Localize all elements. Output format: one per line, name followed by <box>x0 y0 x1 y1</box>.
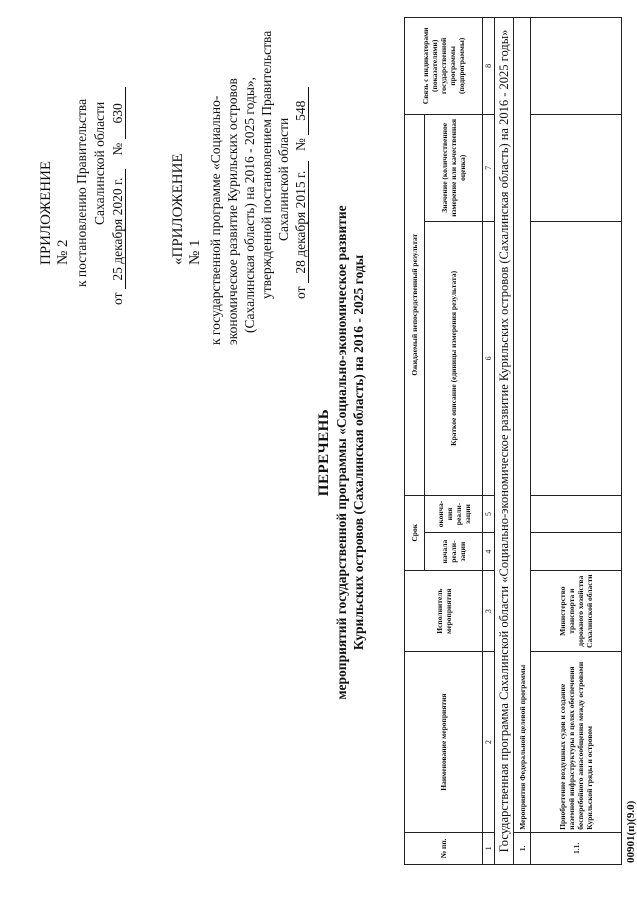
col-number: 3 <box>483 570 495 652</box>
col-number: 6 <box>483 222 495 496</box>
appendix-1-line: экономическое развитие Курильских островов <box>225 78 240 345</box>
header-term: Срок <box>405 495 425 570</box>
appendix-1-line: (Сахалинская область) на 2016 - 2025 годы», <box>242 76 257 333</box>
document-title <box>316 0 367 905</box>
header-expected: Ожидаемый непосредственный результат <box>405 114 425 495</box>
appendix-2-line1: к постановлению Правительства <box>74 98 89 287</box>
row-link <box>531 18 622 115</box>
appendix-2-line2: Сахалинской области <box>92 101 107 225</box>
document-title-line2: Курильских островов (Сахалинская область) на 2016 - 2025 годы <box>351 254 366 651</box>
header-link: Связь с индикаторами (показателями) государственной программы (подпрограммы) <box>405 18 483 115</box>
col-number: 2 <box>483 652 495 832</box>
row-description <box>531 222 622 496</box>
col-number: 8 <box>483 18 495 115</box>
appendix-1-title: «ПРИЛОЖЕНИЕ № 1 <box>170 153 203 265</box>
appendix-2-title: ПРИЛОЖЕНИЕ № 2 <box>38 160 71 265</box>
header-term-start: начала реали-зации <box>425 533 483 571</box>
section-label: Мероприятия Федеральной целевой программы <box>514 18 531 833</box>
header-value: Значение (количественное измерение или качественная оценка) <box>425 114 483 221</box>
row-value <box>531 114 622 221</box>
row-term-start <box>531 533 622 571</box>
appendix-1-from-label: от <box>293 286 308 299</box>
measures-table <box>404 17 622 865</box>
program-row: Государственная программа Сахалинской области «Социально-экономическое развитие Курильских островов (Сахалинская область) на 2016 - 2025 годы» <box>495 18 514 865</box>
document-heading: ПЕРЕЧЕНЬ <box>316 408 332 497</box>
header-name: Наименование мероприятия <box>405 652 483 832</box>
appendix-2-date: 25 декабря 2020 г. <box>110 169 126 289</box>
header-num: № пп. <box>405 832 483 864</box>
col-number: 7 <box>483 114 495 221</box>
document-title-line1: мероприятий государственной программы «Социально-экономическое развитие <box>334 205 349 700</box>
col-number: 1 <box>483 832 495 864</box>
header-term-end: оконча-ния реали-зации <box>425 495 483 533</box>
header-description: Краткое описание (единицы измерения результата) <box>425 222 483 496</box>
row-term-end <box>531 495 622 533</box>
appendix-1-line: к государственной программе «Социально- <box>208 95 223 345</box>
appendix-2-number-label: № <box>110 142 125 156</box>
row-executor: Министерство транспорта и дорожного хозяйства Сахалинской области <box>531 570 622 652</box>
appendix-2-number: 630 <box>110 87 126 139</box>
col-number: 4 <box>483 533 495 571</box>
appendix-1-date-line <box>293 31 310 345</box>
document-code: 00901(п)(9.0) <box>625 800 637 863</box>
header-executor: Исполнитель мероприятия <box>405 570 483 652</box>
row-name: Приобретение воздушных судов и создание наземной инфраструктуры в целях обеспечения бесперебойного авиасообщения между островами Курильской гряды и островом <box>531 652 622 832</box>
appendix-1-number-label: № <box>293 138 308 152</box>
appendix-2-date-line <box>110 87 126 305</box>
appendix-1-line: утвержденной постановлением Правительства <box>259 30 274 299</box>
appendix-2-from-label: от <box>110 292 125 305</box>
appendix-1-line: Сахалинской области <box>276 117 291 241</box>
section-num: 1. <box>514 832 531 864</box>
col-number: 5 <box>483 495 495 533</box>
appendix-1-number: 548 <box>293 87 309 135</box>
row-num: 1.1. <box>531 832 622 864</box>
appendix-1-date: 28 декабря 2015 г. <box>293 161 309 283</box>
